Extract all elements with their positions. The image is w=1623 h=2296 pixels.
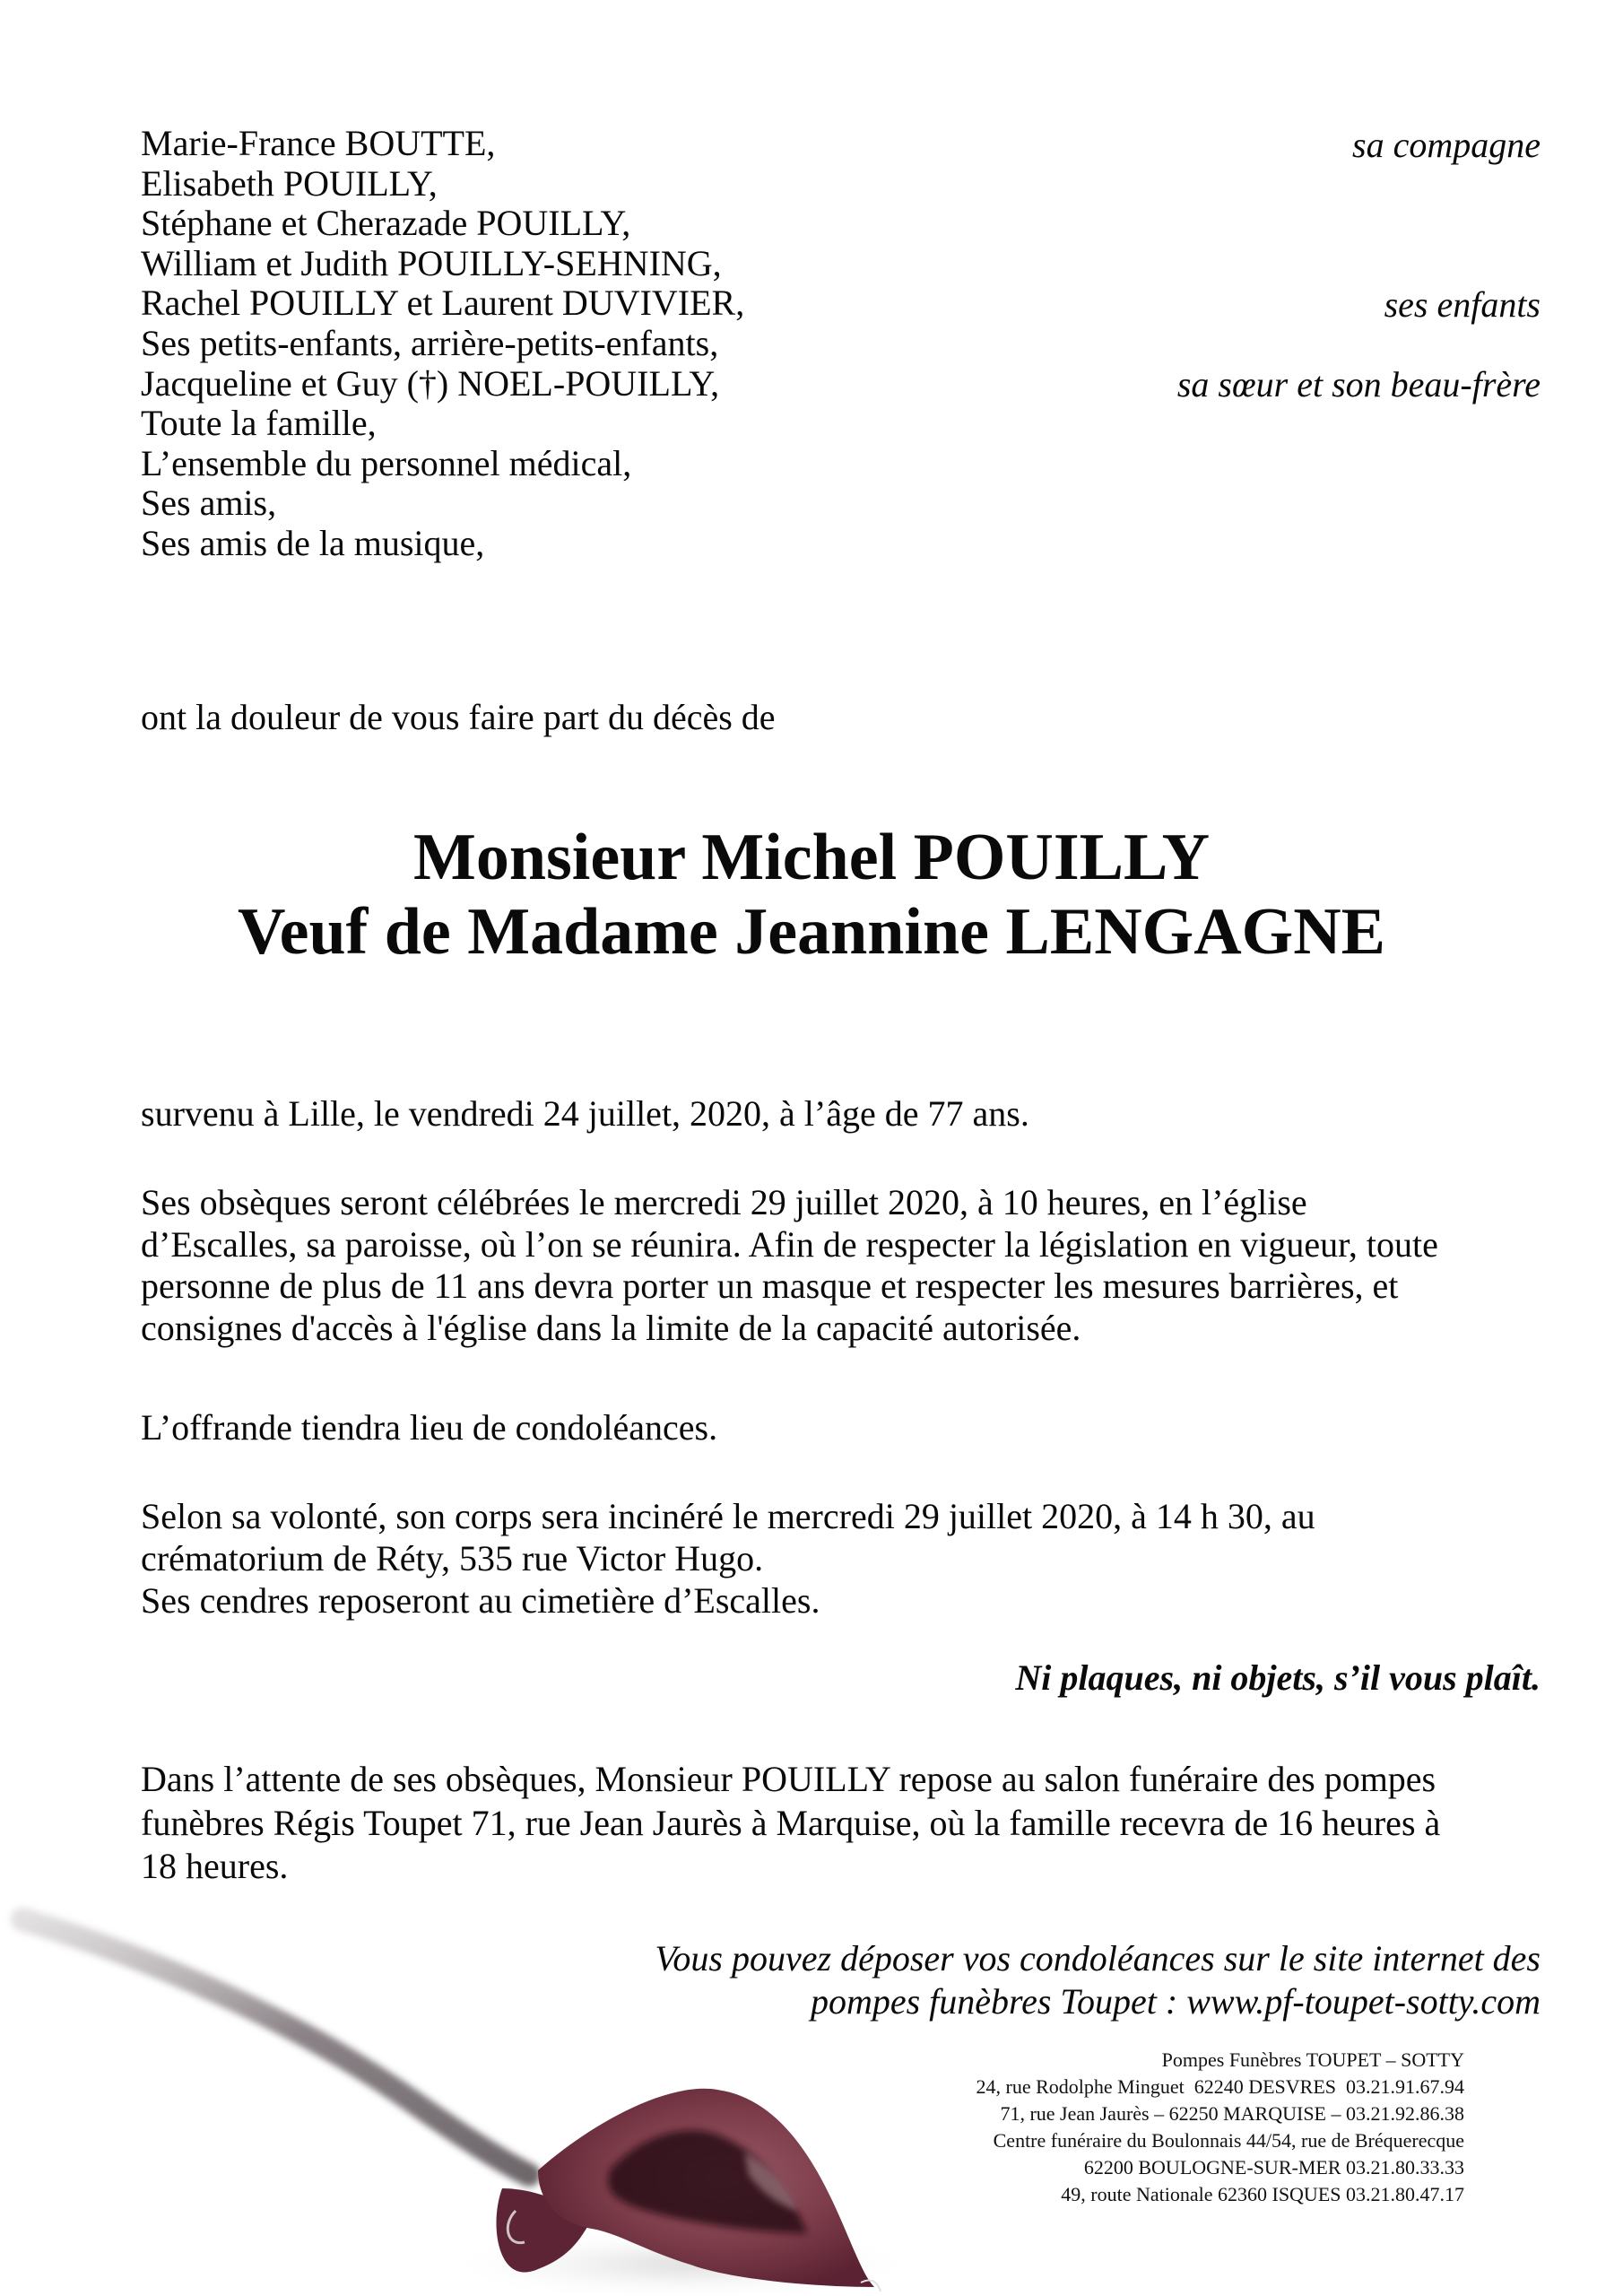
funeral-home-address: 62200 BOULOGNE-SUR-MER 03.21.80.33.33 [1083, 2156, 1464, 2179]
announcement-intro: ont la douleur de vous faire part du décès de [141, 697, 776, 737]
family-member: L’ensemble du personnel médical, [141, 442, 632, 483]
relation-sibling: sa sœur et son beau-frère [1176, 364, 1541, 404]
funeral-home-address: Centre funéraire du Boulonnais 44/54, rue de Bréquerecque [993, 2129, 1464, 2152]
family-member: Elisabeth POUILLY, [141, 162, 438, 204]
funeral-home-address: 49, route Nationale 62360 ISQUES 03.21.80.47.17 [1061, 2183, 1464, 2205]
paragraph-line: consignes d'accès à l'église dans la limite de la capacité autorisée. [141, 1308, 1081, 1349]
family-member: William et Judith POUILLY-SEHNING, [141, 242, 722, 283]
website-link[interactable]: www.pf-toupet-sotty.com [1186, 1981, 1541, 2022]
family-member: Ses amis, [141, 483, 277, 524]
viewing-paragraph [141, 1758, 1440, 1889]
no-flowers-note: Ni plaques, ni objets, s’il vous plaît. [1015, 1657, 1541, 1698]
family-member: Marie-France BOUTTE, [141, 123, 496, 163]
funeral-home-address: 24, rue Rodolphe Minguet 62240 DESVRES 03.21.91.67.94 [976, 2075, 1464, 2098]
paragraph-line: Ses obsèques seront célébrées le mercredi 29 juillet 2020, à 10 heures, en l’église [141, 1182, 1307, 1222]
family-member: Ses amis de la musique, [141, 522, 485, 563]
family-member: Rachel POUILLY et Laurent DUVIVIER, [141, 283, 745, 324]
condolences-line: Vous pouvez déposer vos condoléances sur le site internet des [655, 1938, 1541, 1979]
family-list [141, 124, 744, 564]
paragraph-line: crématorium de Réty, 535 rue Victor Hugo. [141, 1538, 764, 1578]
condolences-website-line [811, 1980, 1541, 2022]
death-details: survenu à Lille, le vendredi 24 juillet, 2020, à l’âge de 77 ans. [141, 1093, 1029, 1134]
cremation-paragraph [141, 1495, 1315, 1622]
paragraph-line: d’Escalles, sa paroisse, où l’on se réunira. Afin de respecter la législation en vigueur, toute [141, 1223, 1438, 1265]
paragraph-line: Dans l’attente de ses obsèques, Monsieur POUILLY repose au salon funéraire des pompes [141, 1759, 1436, 1799]
funeral-home-name: Pompes Funèbres TOUPET – SOTTY [1161, 2048, 1464, 2071]
deceased-widower-line: Veuf de Madame Jeannine LENGAGNE [237, 895, 1385, 969]
relation-children: ses enfants [1384, 284, 1541, 325]
condolences-text: pompes funèbres Toupet : [810, 1981, 1187, 2022]
paragraph-line: 18 heures. [141, 1846, 289, 1886]
family-member: Jacqueline et Guy (†) NOEL-POUILLY, [141, 362, 720, 404]
funeral-home-address: 71, rue Jean Jaurès – 62250 MARQUISE – 03.21.92.86.38 [1000, 2102, 1464, 2125]
paragraph-line: Selon sa volonté, son corps sera incinéré le mercredi 29 juillet 2020, à 14 h 30, au [141, 1496, 1315, 1536]
funeral-paragraph [141, 1181, 1438, 1349]
family-member: Stéphane et Cherazade POUILLY, [141, 203, 631, 244]
family-member: Ses petits-enfants, arrière-petits-enfants, [141, 322, 719, 363]
offering-note: L’offrande tiendra lieu de condoléances. [141, 1407, 718, 1448]
paragraph-line: funèbres Régis Toupet 71, rue Jean Jaurès à Marquise, où la famille recevra de 16 heures à [141, 1802, 1441, 1843]
deceased-name: Monsieur Michel POUILLY [412, 821, 1211, 894]
family-member: Toute la famille, [141, 403, 377, 444]
paragraph-line: personne de plus de 11 ans devra porter un masque et respecter les mesures barrières, et [141, 1265, 1399, 1307]
paragraph-line: Ses cendres reposeront au cimetière d’Escalles. [141, 1580, 820, 1621]
relation-partner: sa compagne [1352, 125, 1541, 165]
funeral-home-contact [976, 2047, 1465, 2208]
